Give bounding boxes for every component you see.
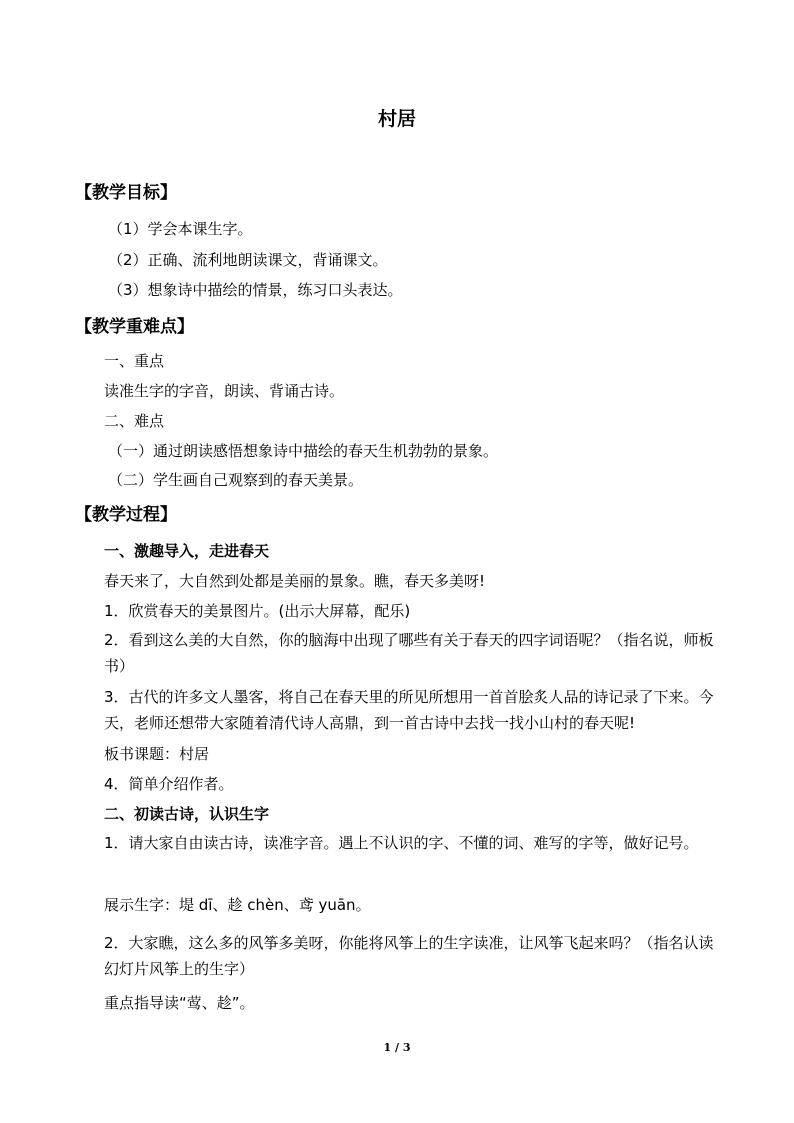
goal-item: （1）学会本课生字。 — [108, 220, 253, 238]
new-characters: 展示生字：堤 dī、趁 chèn、鸢 yuān。 — [104, 896, 371, 914]
section-heading-goals: 【教学目标】 — [75, 183, 177, 203]
process-part-title: 一、激趣导入，走进春天 — [104, 542, 270, 560]
process-step: 2．看到这么美的大自然，你的脑海中出现了哪些有关于春天的四字词语呢？（指名说，师板书） — [104, 631, 714, 675]
difficulty-item: （二）学生画自己观察到的春天美景。 — [108, 471, 364, 489]
section-heading-key-points: 【教学重难点】 — [75, 317, 194, 337]
process-step: 1．请大家自由读古诗，读准字音。遇上不认识的字、不懂的词、难写的字等，做好记号。 — [104, 834, 699, 852]
difficulty-label: 二、难点 — [104, 412, 165, 430]
key-point-text: 读准生字的字音，朗读、背诵古诗。 — [104, 382, 345, 400]
process-step: 2．大家瞧，这么多的风筝多美呀，你能将风筝上的生字读准，让风筝飞起来吗？（指名认读幻灯片风筝上的生字） — [104, 934, 714, 978]
key-point-label: 一、重点 — [104, 352, 165, 370]
process-paragraph: 春天来了，大自然到处都是美丽的景象。瞧，春天多美呀! — [104, 572, 486, 590]
process-step: 4．简单介绍作者。 — [104, 775, 234, 793]
section-heading-process: 【教学过程】 — [75, 505, 177, 525]
goal-item: （3）想象诗中描绘的情景，练习口头表达。 — [108, 281, 403, 299]
page-title: 村居 — [377, 108, 416, 130]
process-step: 1．欣赏春天的美景图片。(出示大屏幕，配乐) — [104, 602, 411, 620]
board-title: 板书课题：村居 — [104, 745, 210, 763]
goal-item: （2）正确、流利地朗读课文，背诵课文。 — [108, 251, 388, 269]
process-step: 3．古代的许多文人墨客，将自己在春天里的所见所想用一首首脍炙人品的诗记录了下来。今天，老师还想带大家随着清代诗人高鼎，到一首古诗中去找一找小山村的春天呢! — [104, 688, 714, 732]
process-part-title: 二、初读古诗，认识生字 — [104, 805, 270, 823]
focus-guidance: 重点指导读“莺、趁”。 — [104, 994, 255, 1012]
difficulty-item: （一）通过朗读感悟想象诗中描绘的春天生机勃勃的景象。 — [108, 442, 499, 460]
page-indicator: 1 / 3 — [383, 1041, 411, 1054]
